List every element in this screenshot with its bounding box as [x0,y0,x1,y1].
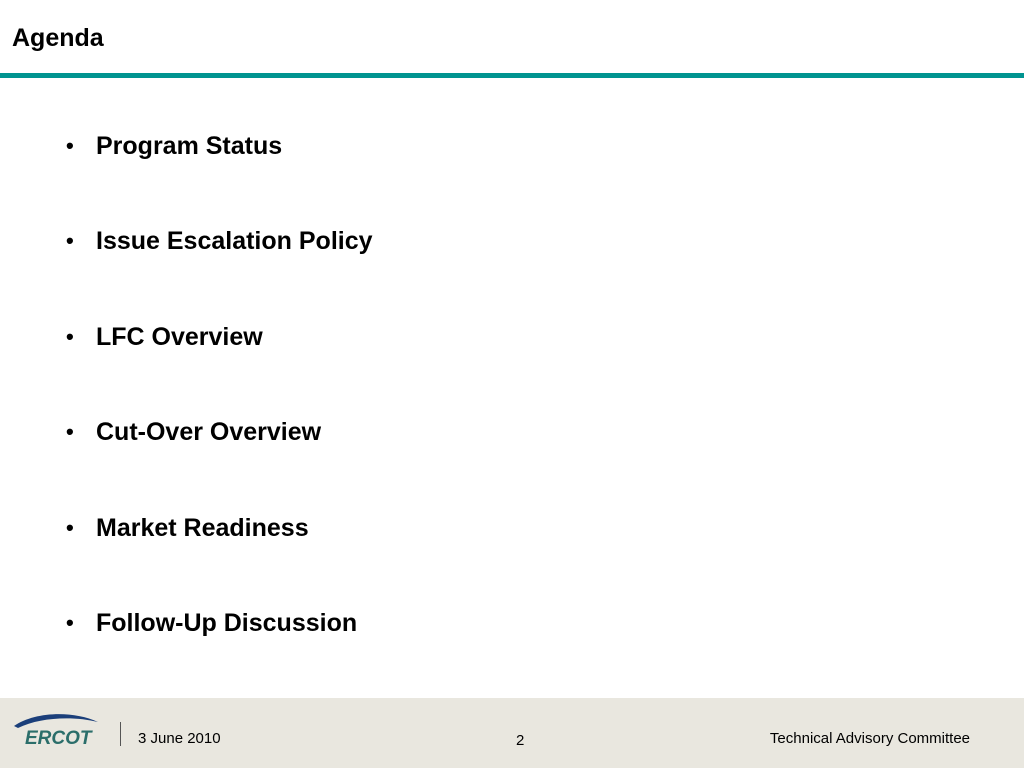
agenda-item-label: LFC Overview [96,323,263,351]
bullet-icon: • [66,228,74,253]
bullet-icon: • [66,324,74,349]
agenda-item-label: Program Status [96,132,283,160]
agenda-item-label: Cut-Over Overview [96,418,322,446]
footer-bar [0,698,1024,768]
slide-title: Agenda [12,24,104,52]
bullet-icon: • [66,133,74,158]
agenda-item-label: Issue Escalation Policy [96,227,373,255]
footer-committee-name: Technical Advisory Committee [769,730,970,747]
footer-date: 3 June 2010 [138,730,221,747]
bullet-icon: • [66,610,74,635]
agenda-item-label: Follow-Up Discussion [96,609,358,637]
bullet-icon: • [66,419,74,444]
page-number: 2 [516,732,525,749]
logo-text: ERCOT [25,728,92,749]
agenda-item-label: Market Readiness [96,514,309,542]
logo-swoosh [14,714,98,728]
title-rule [0,73,1024,78]
footer-divider [120,722,121,746]
ercot-logo [10,708,102,750]
bullet-icon: • [66,515,74,540]
